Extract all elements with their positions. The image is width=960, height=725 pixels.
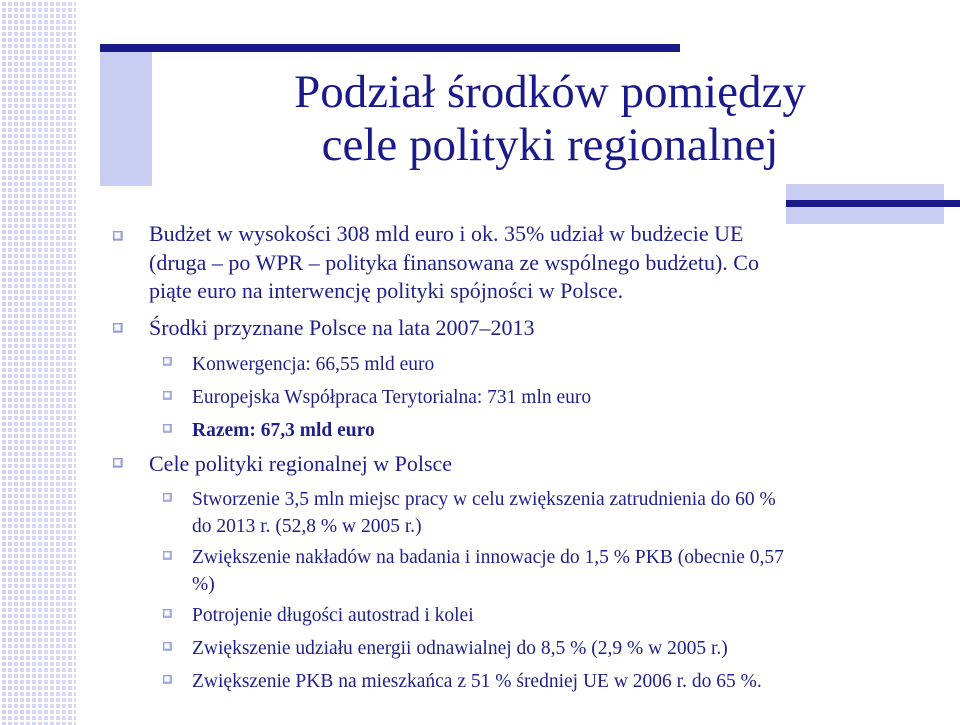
square-bullet-icon (163, 675, 173, 685)
list-item-level2 (192, 602, 942, 629)
square-bullet-icon (163, 391, 173, 401)
item-line: Zwiększenie PKB na mieszkańca z 51 % średniej UE w 2006 r. do 65 %. (192, 671, 762, 692)
square-bullet-icon (113, 458, 123, 468)
item-line: Budżet w wysokości 308 mld euro i ok. 35% udział w budżecie UE (149, 221, 744, 246)
square-bullet-icon (163, 493, 173, 503)
item-line: Cele polityki regionalnej w Polsce (149, 451, 453, 476)
list-item-level2 (192, 351, 942, 378)
square-bullet-icon (113, 323, 123, 333)
list-item-level2 (192, 384, 942, 411)
square-bullet-icon (163, 642, 173, 652)
list-item-level2 (192, 668, 942, 695)
list-item-level2 (192, 486, 942, 540)
title-line-2: cele polityki regionalnej (321, 119, 779, 171)
decorative-pattern-fade (0, 0, 76, 725)
item-line: piąte euro na interwencję polityki spójności w Polsce. (149, 278, 624, 303)
list-item-level1 (149, 220, 939, 306)
item-line: Potrojenie długości autostrad i kolei (192, 605, 474, 626)
list-item-level1 (149, 314, 939, 343)
title-line-1: Podział środków pomiędzy (294, 66, 806, 118)
square-bullet-icon (163, 551, 173, 561)
item-line: Europejska Współpraca Terytorialna: 731 mln euro (192, 387, 592, 408)
item-line: (druga – po WPR – polityka finansowana ze wspólnego budżetu). Co (149, 249, 759, 275)
list-item-level2 (192, 544, 942, 598)
decorative-accent-block (100, 44, 152, 186)
item-line: do 2013 r. (52,8 % w 2005 r.) (192, 516, 422, 537)
list-item-level2-total (192, 417, 942, 444)
slide-title (180, 66, 920, 172)
item-line: Środki przyznane Polsce na lata 2007–2013 (149, 315, 535, 340)
item-line: Zwiększenie nakładów na badania i innowacje do 1,5 % PKB (obecnie 0,57 (192, 547, 784, 568)
square-bullet-icon (113, 231, 123, 241)
item-line: Razem: 67,3 mld euro (192, 420, 375, 441)
item-line: Zwiększenie udziału energii odnawialnej do 8,5 % (2,9 % w 2005 r.) (192, 638, 728, 659)
item-line: Konwergencja: 66,55 mld euro (192, 354, 435, 375)
square-bullet-icon (163, 357, 173, 367)
decorative-divider-bar (786, 200, 960, 207)
list-item-level2 (192, 635, 942, 662)
square-bullet-icon (163, 424, 173, 434)
list-item-level1 (149, 450, 939, 479)
item-line: Stworzenie 3,5 mln miejsc pracy w celu zwiększenia zatrudnienia do 60 % (192, 489, 776, 510)
item-line: %) (192, 574, 215, 595)
square-bullet-icon (163, 609, 173, 619)
decorative-top-bar (100, 44, 680, 52)
